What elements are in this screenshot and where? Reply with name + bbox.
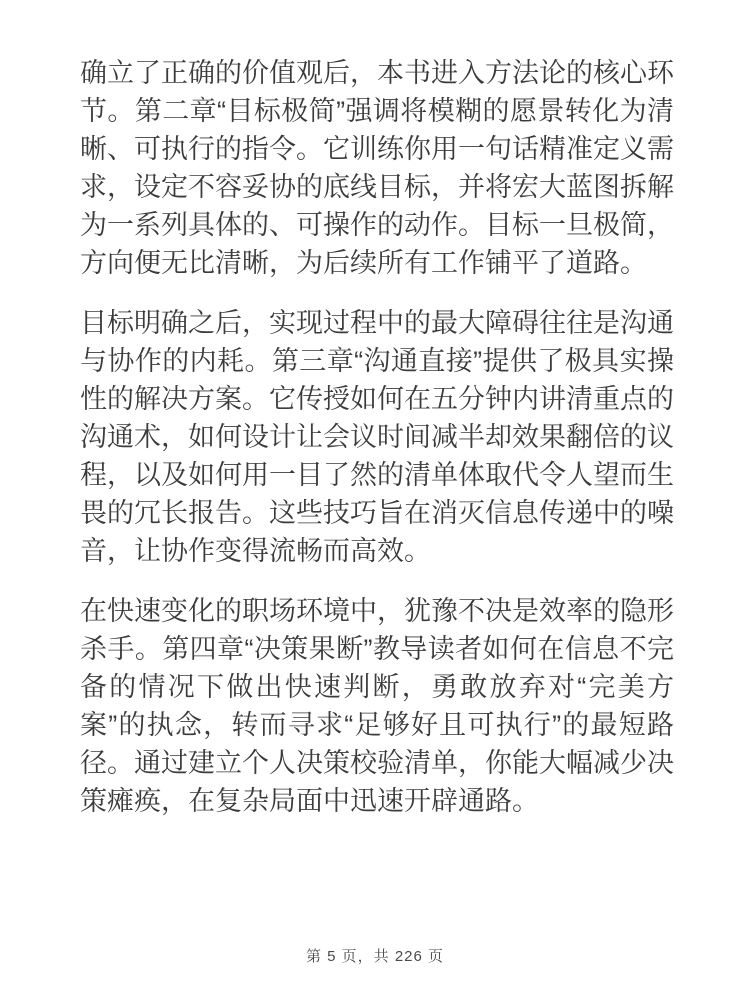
page-content	[80, 54, 674, 842]
paragraph-2: 目标明确之后，实现过程中的最大障碍往往是沟通与协作的内耗。第三章“沟通直接”提供了极具实操性的解决方案。它传授如何在五分钟内讲清重点的沟通术，如何设计让会议时间减半却效果翻倍的议程，以及如何用一目了然的清单体取代令人望而生畏的冗长报告。这些技巧旨在消灭信息传递中的噪音，让协作变得流畅而高效。	[80, 308, 674, 566]
paragraph-1: 确立了正确的价值观后，本书进入方法论的核心环节。第二章“目标极简”强调将模糊的愿景转化为清晰、可执行的指令。它训练你用一句话精准定义需求，设定不容妥协的底线目标，并将宏大蓝图拆解为一系列具体的、可操作的动作。目标一旦极简，方向便无比清晰，为后续所有工作铺平了道路。	[80, 58, 674, 278]
paragraph-3: 在快速变化的职场环境中，犹豫不决是效率的隐形杀手。第四章“决策果断”教导读者如何在信息不完备的情况下做出快速判断，勇敢放弃对“完美方案”的执念，转而寻求“足够好且可执行”的最短路径。通过建立个人决策校验清单，你能大幅减少决策瘫痪，在复杂局面中迅速开辟通路。	[80, 596, 674, 816]
page-footer	[0, 945, 750, 966]
page-number-indicator: 第 5 页，共 226 页	[305, 948, 445, 965]
